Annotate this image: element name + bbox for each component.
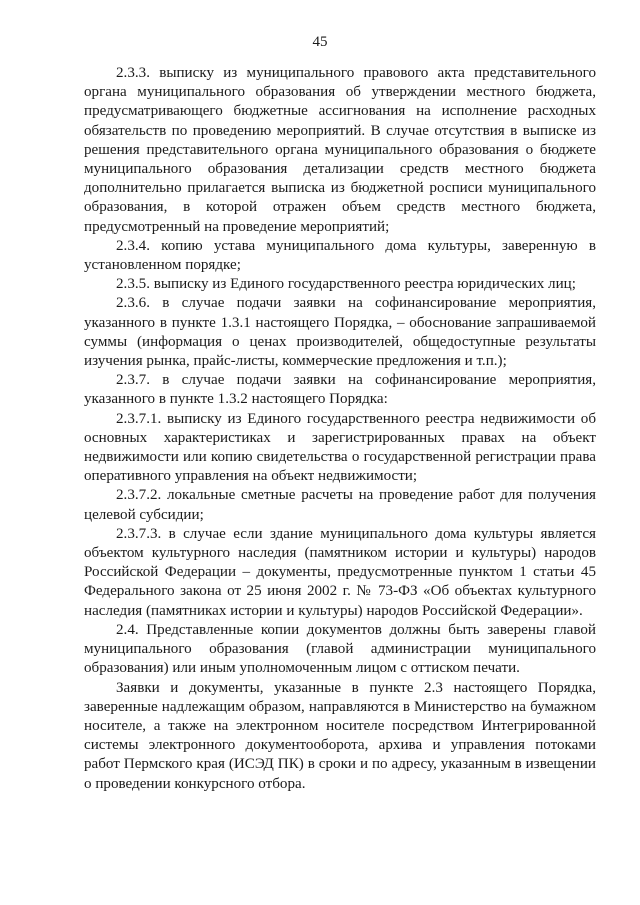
paragraph-2-3-3: 2.3.3. выписку из муниципального правового акта представительного органа муниципального образования об утверждении местного бюджета, предусматривающего бюджетные ассигнования на исполнение расходных обязательств по проведению мероприятий. В случае отсутствия в выписке из решения представительного органа муниципального образования о бюджете муниципального образования детализации средств местного бюджета дополнительно прилагается выписка из бюджетной росписи муниципального образования, в которой отражен объем средств местного бюджета, предусмотренный на проведение мероприятий; bbox=[84, 65, 596, 235]
paragraph-2-3-6: 2.3.6. в случае подачи заявки на софинансирование мероприятия, указанного в пункте 1.3.1 настоящего Порядка, – обоснование запрашиваемой суммы (информация о ценах производителей, общедоступные результаты изучения рынка, прайс-листы, коммерческие предложения и т.п.); bbox=[84, 295, 596, 370]
paragraph-2-3-7-1: 2.3.7.1. выписку из Единого государственного реестра недвижимости об основных характеристиках и зарегистрированных правах на объект недвижимости или копию свидетельства о государственной регистрации права оперативного управления на объект недвижимости; bbox=[84, 410, 596, 485]
paragraph-2-3-7-2: 2.3.7.2. локальные сметные расчеты на проведение работ для получения целевой субсидии; bbox=[84, 487, 596, 523]
paragraph-submission: Заявки и документы, указанные в пункте 2.3 настоящего Порядка, заверенные надлежащим образом, направляются в Министерство на бумажном носителе, а также на электронном носителе посредством Интегрированной системы электронного документооборота, архива и управления потоками работ Пермского края (ИСЭД ПК) в сроки и по адресу, указанным в извещении о проведении конкурсного отбора. bbox=[84, 679, 596, 792]
paragraph-2-3-4: 2.3.4. копию устава муниципального дома культуры, заверенную в установленном порядке; bbox=[84, 237, 596, 274]
paragraph-2-3-5: 2.3.5. выписку из Единого государственного реестра юридических лиц; bbox=[116, 276, 576, 293]
page-number: 45 bbox=[312, 34, 328, 50]
paragraph-2-3-7: 2.3.7. в случае подачи заявки на софинансирование мероприятия, указанного в пункте 1.3.2 настоящего Порядка: bbox=[84, 372, 596, 408]
body-text bbox=[84, 64, 596, 794]
paragraph-2-4: 2.4. Представленные копии документов должны быть заверены главой муниципального образования (главой администрации муниципального образования) или иным уполномоченным лицом с оттиском печати. bbox=[84, 621, 596, 677]
paragraph-2-3-7-3: 2.3.7.3. в случае если здание муниципального дома культуры является объектом культурного наследия (памятником истории и культуры) народов Российской Федерации – документы, предусмотренные пунктом 1 статьи 45 Федерального закона от 25 июня 2002 г. № 73-ФЗ «Об объектах культурного наследия (памятниках истории и культуры) народов Российской Федерации». bbox=[84, 525, 596, 619]
